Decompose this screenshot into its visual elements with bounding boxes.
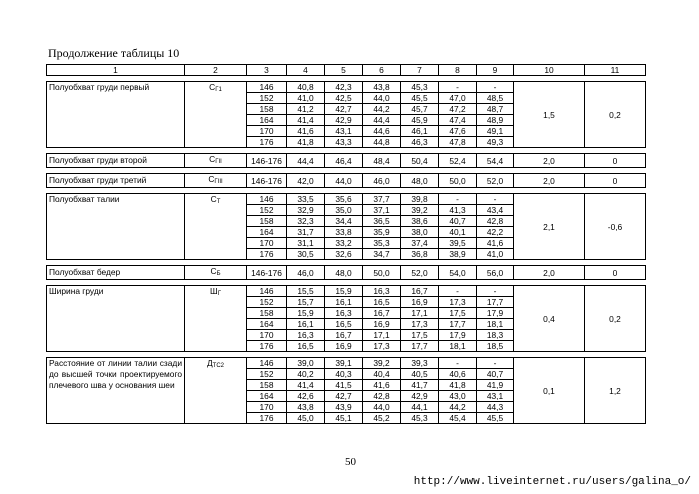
height-cell: 164 [247,319,287,330]
value-cell: 39,2 [401,205,439,216]
value-cell: 16,5 [363,297,401,308]
header-cell: 6 [363,65,401,76]
value-cell: - [477,194,514,205]
value-cell: 17,5 [439,308,477,319]
value-cell: - [439,286,477,297]
coefficient-11: 0 [585,266,646,280]
value-cell: 45,7 [401,104,439,115]
value-cell: 35,3 [363,238,401,249]
height-cell: 146-176 [247,266,287,280]
symbol-subscript: Б [216,271,221,277]
value-cell: 49,1 [477,126,514,137]
value-cell: 52,0 [477,174,514,188]
value-cell: 15,7 [287,297,325,308]
symbol-letter: С [210,266,217,276]
value-cell: 54,4 [477,154,514,168]
value-cell: 39,2 [363,358,401,369]
table-row [47,286,646,297]
coefficient-10: 0,1 [514,358,585,424]
measurement-name: Ширина груди [47,286,185,352]
value-cell: 17,3 [439,297,477,308]
symbol-letter: С [209,82,216,92]
value-cell: 18,1 [439,341,477,352]
table-row [47,174,646,188]
value-cell: 17,3 [401,319,439,330]
value-cell: 15,9 [287,308,325,319]
value-cell: 35,0 [325,205,363,216]
value-cell: 16,3 [287,330,325,341]
value-cell: 42,0 [287,174,325,188]
height-cell: 170 [247,330,287,341]
value-cell: 47,6 [439,126,477,137]
value-cell: 47,2 [439,104,477,115]
value-cell: 50,0 [363,266,401,280]
measurement-name: Расстояние от линии талии сзади до высшей точки проектируемого плечевого шва у основания шеи [47,358,185,424]
value-cell: 41,3 [439,205,477,216]
header-cell: 8 [439,65,477,76]
table-caption: Продолжение таблицы 10 [48,46,180,60]
header-cell: 11 [585,65,646,76]
value-cell: 42,6 [287,391,325,402]
coefficient-11: -0,6 [585,194,646,260]
value-cell: 16,1 [287,319,325,330]
value-cell: 40,7 [439,216,477,227]
value-cell: 16,9 [363,319,401,330]
height-cell: 176 [247,137,287,148]
value-cell: 43,8 [363,82,401,93]
value-cell: 42,7 [325,104,363,115]
value-cell: 46,4 [325,154,363,168]
value-cell: 44,2 [363,104,401,115]
value-cell: 34,7 [363,249,401,260]
value-cell: 44,2 [439,402,477,413]
value-cell: 31,1 [287,238,325,249]
value-cell: 50,0 [439,174,477,188]
value-cell: 39,1 [325,358,363,369]
height-cell: 146 [247,286,287,297]
value-cell: 45,4 [439,413,477,424]
value-cell: 33,8 [325,227,363,238]
value-cell: 17,7 [477,297,514,308]
value-cell: 43,3 [325,137,363,148]
header-cell: 3 [247,65,287,76]
value-cell: 17,9 [439,330,477,341]
value-cell: 44,4 [363,115,401,126]
measurements-table [46,64,646,424]
value-cell: 17,1 [363,330,401,341]
value-cell: 47,4 [439,115,477,126]
symbol-letter: Ш [210,286,218,296]
symbol-letter: С [209,154,216,164]
value-cell: 41,9 [477,380,514,391]
value-cell: 47,8 [439,137,477,148]
height-cell: 176 [247,413,287,424]
table-row [47,194,646,205]
value-cell: 42,8 [363,391,401,402]
value-cell: 16,3 [325,308,363,319]
value-cell: 39,0 [287,358,325,369]
value-cell: 43,8 [287,402,325,413]
value-cell: 41,4 [287,380,325,391]
value-cell: 43,1 [477,391,514,402]
value-cell: 17,9 [477,308,514,319]
coefficient-10: 2,0 [514,174,585,188]
value-cell: - [439,82,477,93]
symbol-subscript: ГIII [214,179,223,185]
value-cell: 38,6 [401,216,439,227]
value-cell: 37,4 [401,238,439,249]
value-cell: 44,0 [363,93,401,104]
value-cell: 45,5 [401,93,439,104]
measurement-name: Полуобхват груди второй [47,154,185,168]
coefficient-11: 0,2 [585,82,646,148]
value-cell: 42,3 [325,82,363,93]
table-row [47,358,646,369]
value-cell: 15,5 [287,286,325,297]
measurement-symbol [185,154,247,168]
value-cell: 46,3 [401,137,439,148]
height-cell: 170 [247,402,287,413]
coefficient-10: 2,0 [514,154,585,168]
value-cell: 44,6 [363,126,401,137]
symbol-subscript: ГII [215,159,222,165]
symbol-subscript: Т [216,199,221,205]
symbol-letter: Д [206,358,213,368]
value-cell: 32,6 [325,249,363,260]
value-cell: 42,2 [477,227,514,238]
value-cell: 44,4 [287,154,325,168]
value-cell: 38,0 [401,227,439,238]
value-cell: 34,4 [325,216,363,227]
value-cell: 32,9 [287,205,325,216]
value-cell: 38,9 [439,249,477,260]
coefficient-11: 0 [585,174,646,188]
value-cell: 46,0 [287,266,325,280]
coefficient-11: 1,2 [585,358,646,424]
value-cell: 40,3 [325,369,363,380]
coefficient-11: 0 [585,154,646,168]
value-cell: 40,4 [363,369,401,380]
measurement-name: Полуобхват талии [47,194,185,260]
coefficient-10: 2,0 [514,266,585,280]
value-cell: 33,5 [287,194,325,205]
value-cell: 32,3 [287,216,325,227]
value-cell: 17,7 [439,319,477,330]
value-cell: 40,8 [287,82,325,93]
measurement-symbol [185,286,247,352]
value-cell: 16,5 [325,319,363,330]
value-cell: 37,1 [363,205,401,216]
value-cell: 40,6 [439,369,477,380]
height-cell: 146-176 [247,154,287,168]
value-cell: 16,5 [287,341,325,352]
value-cell: 43,9 [325,402,363,413]
value-cell: 42,5 [325,93,363,104]
header-row [47,65,646,76]
value-cell: 46,1 [401,126,439,137]
value-cell: 35,9 [363,227,401,238]
value-cell: 45,5 [477,413,514,424]
value-cell: 46,0 [363,174,401,188]
coefficient-11: 0,2 [585,286,646,352]
height-cell: 146 [247,358,287,369]
value-cell: 41,5 [325,380,363,391]
table-row [47,82,646,93]
value-cell: 35,6 [325,194,363,205]
value-cell: 48,5 [477,93,514,104]
value-cell: 16,9 [325,341,363,352]
value-cell: 41,8 [439,380,477,391]
page-number: 50 [345,456,356,468]
value-cell: - [439,194,477,205]
height-cell: 158 [247,380,287,391]
value-cell: 41,6 [363,380,401,391]
header-cell: 9 [477,65,514,76]
value-cell: 36,5 [363,216,401,227]
value-cell: 48,9 [477,115,514,126]
header-cell: 1 [47,65,185,76]
value-cell: 41,8 [287,137,325,148]
value-cell: 39,5 [439,238,477,249]
value-cell: 41,7 [401,380,439,391]
value-cell: 17,3 [363,341,401,352]
value-cell: 50,4 [401,154,439,168]
measurement-name: Полуобхват бедер [47,266,185,280]
value-cell: 44,8 [363,137,401,148]
value-cell: - [477,286,514,297]
value-cell: 16,7 [401,286,439,297]
value-cell: 39,3 [401,358,439,369]
height-cell: 152 [247,93,287,104]
symbol-subscript: ТС2 [212,363,225,369]
header-cell: 5 [325,65,363,76]
value-cell: 15,9 [325,286,363,297]
value-cell: 16,1 [325,297,363,308]
value-cell: 30,5 [287,249,325,260]
value-cell: 43,0 [439,391,477,402]
height-cell: 158 [247,216,287,227]
header-cell: 7 [401,65,439,76]
value-cell: 44,3 [477,402,514,413]
value-cell: 48,4 [363,154,401,168]
symbol-subscript: Г [217,291,221,297]
height-cell: 146 [247,194,287,205]
value-cell: 18,5 [477,341,514,352]
value-cell: 16,7 [325,330,363,341]
value-cell: 42,9 [401,391,439,402]
height-cell: 146 [247,82,287,93]
value-cell: 39,8 [401,194,439,205]
value-cell: 44,0 [363,402,401,413]
value-cell: 44,1 [401,402,439,413]
symbol-letter: С [210,194,217,204]
value-cell: 48,0 [401,174,439,188]
height-cell: 176 [247,341,287,352]
measurement-symbol [185,82,247,148]
height-cell: 164 [247,115,287,126]
value-cell: 18,3 [477,330,514,341]
value-cell: 45,0 [287,413,325,424]
value-cell: 42,9 [325,115,363,126]
value-cell: 43,1 [325,126,363,137]
value-cell: 45,3 [401,413,439,424]
value-cell: 48,0 [325,266,363,280]
height-cell: 146-176 [247,174,287,188]
value-cell: 33,2 [325,238,363,249]
value-cell: 45,1 [325,413,363,424]
coefficient-10: 1,5 [514,82,585,148]
measurement-name: Полуобхват груди третий [47,174,185,188]
value-cell: 18,1 [477,319,514,330]
value-cell: 17,7 [401,341,439,352]
value-cell: 52,4 [439,154,477,168]
value-cell: 44,0 [325,174,363,188]
value-cell: 16,9 [401,297,439,308]
value-cell: 16,3 [363,286,401,297]
value-cell: 45,9 [401,115,439,126]
symbol-letter: С [208,174,215,184]
height-cell: 158 [247,308,287,319]
value-cell: 17,1 [401,308,439,319]
value-cell: 47,0 [439,93,477,104]
value-cell: 45,2 [363,413,401,424]
height-cell: 158 [247,104,287,115]
height-cell: 176 [247,249,287,260]
value-cell: 56,0 [477,266,514,280]
height-cell: 170 [247,126,287,137]
footer-url[interactable]: http://www.liveinternet.ru/users/galina_o/ [413,476,691,488]
value-cell: 40,2 [287,369,325,380]
height-cell: 164 [247,227,287,238]
measurement-symbol [185,194,247,260]
value-cell: - [439,358,477,369]
height-cell: 164 [247,391,287,402]
measurement-symbol [185,174,247,188]
header-cell: 10 [514,65,585,76]
value-cell: 41,6 [477,238,514,249]
header-cell: 4 [287,65,325,76]
value-cell: 48,7 [477,104,514,115]
table-row [47,266,646,280]
measurement-symbol [185,266,247,280]
table-row [47,154,646,168]
value-cell: 41,0 [477,249,514,260]
height-cell: 152 [247,369,287,380]
coefficient-10: 2,1 [514,194,585,260]
value-cell: 17,5 [401,330,439,341]
height-cell: 170 [247,238,287,249]
height-cell: 152 [247,205,287,216]
measurement-symbol [185,358,247,424]
value-cell: 40,7 [477,369,514,380]
value-cell: 41,2 [287,104,325,115]
value-cell: 52,0 [401,266,439,280]
value-cell: 37,7 [363,194,401,205]
value-cell: 43,4 [477,205,514,216]
value-cell: - [477,358,514,369]
value-cell: 42,8 [477,216,514,227]
value-cell: 41,6 [287,126,325,137]
measurement-name: Полуобхват груди первый [47,82,185,148]
value-cell: 40,1 [439,227,477,238]
height-cell: 152 [247,297,287,308]
value-cell: 31,7 [287,227,325,238]
value-cell: 40,5 [401,369,439,380]
value-cell: 54,0 [439,266,477,280]
value-cell: - [477,82,514,93]
value-cell: 41,4 [287,115,325,126]
coefficient-10: 0,4 [514,286,585,352]
header-cell: 2 [185,65,247,76]
value-cell: 41,0 [287,93,325,104]
value-cell: 36,8 [401,249,439,260]
value-cell: 42,7 [325,391,363,402]
symbol-subscript: Г1 [215,87,222,93]
value-cell: 49,3 [477,137,514,148]
value-cell: 16,7 [363,308,401,319]
value-cell: 45,3 [401,82,439,93]
